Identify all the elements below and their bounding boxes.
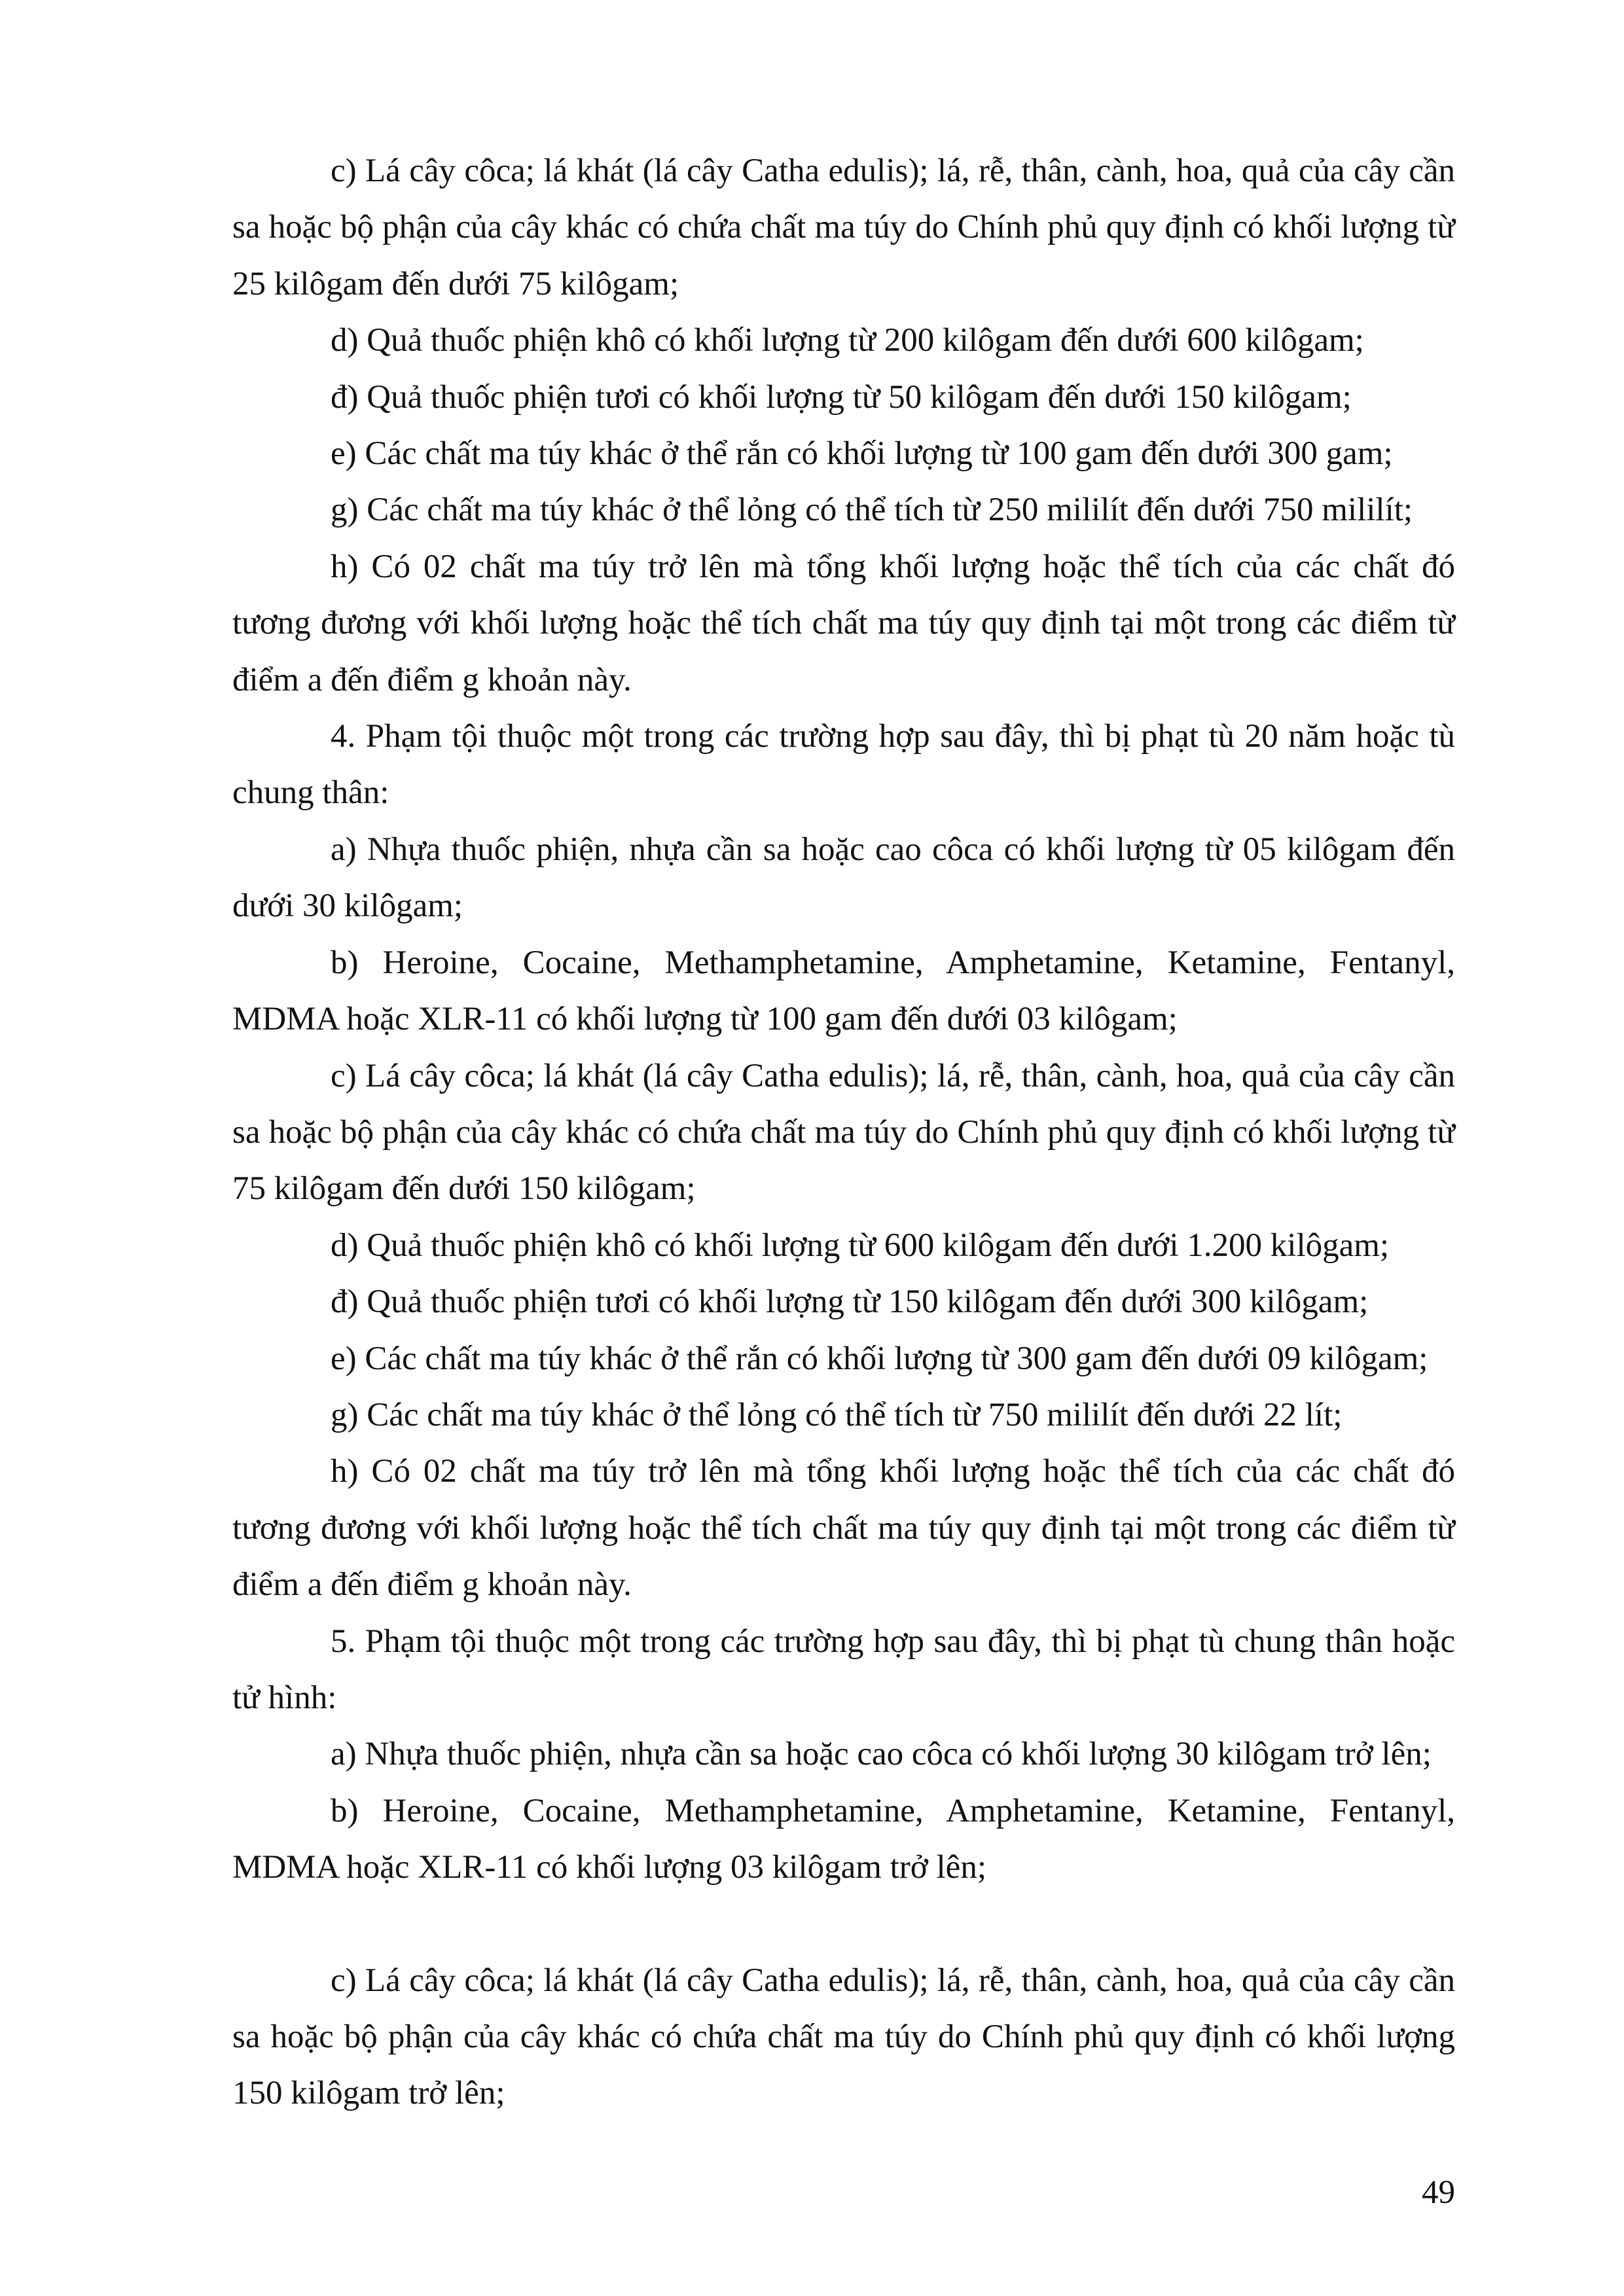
paragraph: b) Heroine, Cocaine, Methamphetamine, Amphetamine, Ketamine, Fentanyl, MDMA hoặc XLR-11 có khối lượng từ 100 gam đến dưới 03 kilôgam; bbox=[232, 944, 1455, 1038]
body-text bbox=[232, 143, 1455, 2122]
paragraph: h) Có 02 chất ma túy trở lên mà tổng khối lượng hoặc thể tích của các chất đó tương đương với khối lượng hoặc thể tích chất ma túy quy định tại một trong các điểm từ điểm a đến điểm g khoản này. bbox=[232, 1453, 1455, 1604]
paragraph: 5. Phạm tội thuộc một trong các trường hợp sau đây, thì bị phạt tù chung thân hoặc tử hình: bbox=[232, 1623, 1455, 1716]
paragraph: c) Lá cây côca; lá khát (lá cây Catha edulis); lá, rễ, thân, cành, hoa, quả của cây cần sa hoặc bộ phận của cây khác có chứa chất ma túy do Chính phủ quy định có khối lượng từ 75 kilôgam đến dưới 150 kilôgam; bbox=[232, 1057, 1455, 1208]
page-number: 49 bbox=[1422, 2174, 1455, 2211]
paragraph: g) Các chất ma túy khác ở thể lỏng có thể tích từ 250 mililít đến dưới 750 mililít; bbox=[331, 492, 1413, 529]
paragraph: e) Các chất ma túy khác ở thể rắn có khối lượng từ 300 gam đến dưới 09 kilôgam; bbox=[331, 1340, 1428, 1377]
paragraph: b) Heroine, Cocaine, Methamphetamine, Amphetamine, Ketamine, Fentanyl, MDMA hoặc XLR-11 có khối lượng 03 kilôgam trở lên; bbox=[232, 1792, 1455, 1886]
paragraph: đ) Quả thuốc phiện tươi có khối lượng từ 50 kilôgam đến dưới 150 kilôgam; bbox=[331, 378, 1352, 416]
paragraph: c) Lá cây côca; lá khát (lá cây Catha edulis); lá, rễ, thân, cành, hoa, quả của cây cần sa hoặc bộ phận của cây khác có chứa chất ma túy do Chính phủ quy định có khối lượng 150 kilôgam trở lên; bbox=[232, 1962, 1455, 2112]
paragraph: g) Các chất ma túy khác ở thể lỏng có thể tích từ 750 mililít đến dưới 22 lít; bbox=[331, 1396, 1343, 1433]
paragraph: c) Lá cây côca; lá khát (lá cây Catha edulis); lá, rễ, thân, cành, hoa, quả của cây cần sa hoặc bộ phận của cây khác có chứa chất ma túy do Chính phủ quy định có khối lượng từ 25 kilôgam đến dưới 75 kilôgam; bbox=[232, 152, 1455, 302]
paragraph: a) Nhựa thuốc phiện, nhựa cần sa hoặc cao côca có khối lượng từ 05 kilôgam đến dưới 30 kilôgam; bbox=[232, 831, 1455, 925]
paragraph: a) Nhựa thuốc phiện, nhựa cần sa hoặc cao côca có khối lượng 30 kilôgam trở lên; bbox=[331, 1736, 1432, 1773]
paragraph: 4. Phạm tội thuộc một trong các trường hợp sau đây, thì bị phạt tù 20 năm hoặc tù chung thân: bbox=[232, 718, 1455, 812]
paragraph: h) Có 02 chất ma túy trở lên mà tổng khối lượng hoặc thể tích của các chất đó tương đương với khối lượng hoặc thể tích chất ma túy quy định tại một trong các điểm từ điểm a đến điểm g khoản này. bbox=[232, 548, 1455, 698]
paragraph: e) Các chất ma túy khác ở thể rắn có khối lượng từ 100 gam đến dưới 300 gam; bbox=[331, 435, 1393, 473]
paragraph: d) Quả thuốc phiện khô có khối lượng từ 600 kilôgam đến dưới 1.200 kilôgam; bbox=[331, 1227, 1390, 1264]
paragraph: đ) Quả thuốc phiện tươi có khối lượng từ 150 kilôgam đến dưới 300 kilôgam; bbox=[331, 1283, 1369, 1321]
paragraph: d) Quả thuốc phiện khô có khối lượng từ 200 kilôgam đến dưới 600 kilôgam; bbox=[331, 322, 1364, 359]
